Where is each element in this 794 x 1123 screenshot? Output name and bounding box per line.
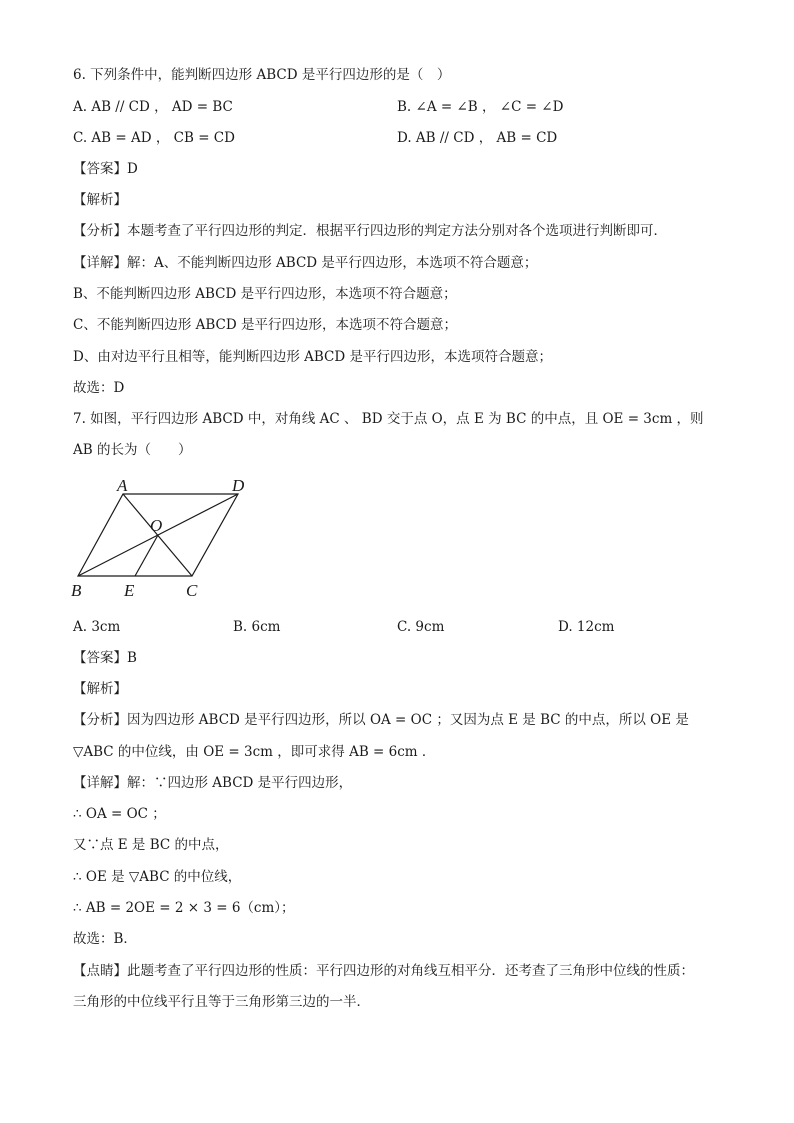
q7-remark-line2: 三角形的中位线平行且等于三角形第三边的一半． [73,994,370,1010]
q7-analysis-line1: 【分析】因为四边形 ABCD 是平行四边形，所以 OA = OC ；又因为点 E 是 BC 的中点，所以 OE 是 [73,712,689,728]
q7-option-d: D. 12cm [558,619,615,635]
parallelogram-figure [68,472,258,604]
q6-option-c: C. AB = AD ， CB = CD [73,130,235,146]
q7-conclusion: 故选：B． [73,931,137,947]
q6-conclusion: 故选：D [73,380,125,396]
q7-jiexi-heading: 【解析】 [73,681,127,697]
q7-detail-line: 【详解】解：∵四边形 ABCD 是平行四边形， [73,775,353,791]
q7-remark-line1: 【点睛】此题考查了平行四边形的性质：平行四边形的对角线互相平分．还考查了三角形中位线的性质： [73,963,694,979]
label-e: E [124,581,135,600]
q6-option-a: A. AB // CD ， AD = BC [73,99,233,115]
label-c: C [186,581,198,600]
q6-answer: 【答案】D [73,161,138,177]
q7-option-b: B. 6cm [233,619,281,635]
q7-option-c: C. 9cm [397,619,445,635]
label-b: B [71,581,82,600]
q6-option-b: B. ∠A = ∠B ， ∠C = ∠D [397,99,564,115]
q7-stem-line1: 7. 如图，平行四边形 ABCD 中，对角线 AC 、 BD 交于点 O，点 E 为 BC 的中点，且 OE = 3cm ，则 [73,411,704,427]
label-o: O [150,516,163,535]
q7-detail-line: ∴ OE 是 ▽ABC 的中位线， [73,869,242,885]
q6-jiexi-heading: 【解析】 [73,192,127,208]
q6-detail-line: C、不能判断四边形 ABCD 是平行四边形，本选项不符合题意； [73,317,457,333]
q7-detail-line: 又∵点 E 是 BC 的中点， [73,837,229,853]
q6-detail-line: D、由对边平行且相等，能判断四边形 ABCD 是平行四边形，本选项符合题意； [73,349,552,365]
q7-detail-line: ∴ OA = OC ； [73,806,166,822]
q6-option-d: D. AB // CD ， AB = CD [397,130,558,146]
q7-detail-line: ∴ AB = 2OE = 2 × 3 = 6（cm）； [73,900,295,916]
label-a: A [117,476,128,495]
q6-detail-line: 【详解】解：A、不能判断四边形 ABCD 是平行四边形，本选项不符合题意； [73,255,538,271]
label-d: D [232,476,245,495]
parallelogram-diagram [68,472,258,604]
q6-stem: 6. 下列条件中，能判断四边形 ABCD 是平行四边形的是（ ） [73,67,451,83]
q7-analysis-line2: ▽ABC 的中位线，由 OE = 3cm ，即可求得 AB = 6cm ． [73,744,436,760]
q7-stem-line2: AB 的长为（ ） [73,442,192,458]
q7-answer: 【答案】B [73,650,137,666]
q7-option-a: A. 3cm [73,619,121,635]
q6-detail-line: B、不能判断四边形 ABCD 是平行四边形，本选项不符合题意； [73,286,457,302]
q6-analysis: 【分析】本题考查了平行四边形的判定．根据平行四边形的判定方法分别对各个选项进行判断即可． [73,223,667,239]
